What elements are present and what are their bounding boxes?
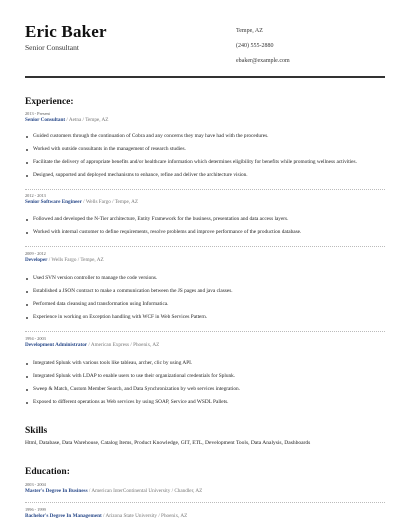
- job-entry: [25, 111, 390, 182]
- job-position: Developer: [25, 257, 48, 263]
- contact-email[interactable]: ebaker@example.com: [236, 58, 290, 64]
- education-school: / Arizona State University / Phoenix, AZ: [101, 513, 188, 519]
- job-entry: [25, 193, 390, 239]
- job-role: [25, 342, 390, 351]
- job-entry: [25, 336, 390, 409]
- job-dates: 2009 - 2012: [25, 251, 46, 256]
- education-degree-line: [25, 488, 202, 497]
- job-bullets: [25, 213, 390, 239]
- job-role: [25, 199, 390, 208]
- education-degree-line: [25, 513, 187, 522]
- job-org: / Wells Fargo / Tempe, AZ: [81, 199, 139, 205]
- education-divider: [25, 502, 385, 503]
- job-org: / Wells Fargo / Tempe, AZ: [47, 257, 104, 263]
- list-item: Guided customers through the continuation of Cobra and any concerns they may have had with the procedures.: [25, 130, 390, 143]
- list-item: Designed, supported and deployed mechanisms to enhance, refine and deliver the architecture vision.: [25, 169, 390, 182]
- skills-list: Html, Database, Data Warehouse, Catalog Items, Product Knowledge, GIT, ETL, Development Tools, Data Analysis, Dashboards: [25, 440, 311, 446]
- education-entry: [25, 507, 187, 522]
- job-divider: [25, 331, 385, 332]
- education-degree: Master's Degree In Business: [25, 488, 88, 494]
- header-divider: [25, 76, 385, 78]
- list-item: Exposed to different operations as Web services by using SOAP, Service and WSDL Pallets.: [25, 396, 390, 409]
- job-org: / Aetna / Tempe, AZ: [65, 117, 109, 123]
- list-item: Performed data cleansing and transformation using Informatica.: [25, 298, 390, 311]
- job-bullets: [25, 130, 390, 182]
- list-item: Used SVN version controller to manage the code versions.: [25, 272, 390, 285]
- education-entry: [25, 482, 202, 497]
- education-heading: Education:: [25, 467, 70, 477]
- job-position: Senior Consultant: [25, 117, 66, 123]
- list-item: Facilitate the delivery of appropriate benefits and/or healthcare information which determines eligibility for benefits while promoting wellness activities.: [25, 156, 390, 169]
- job-role: [25, 117, 390, 126]
- job-dates: 1994 - 2003: [25, 336, 46, 341]
- job-dates: 2012 - 2013: [25, 193, 46, 198]
- job-org: / American Express / Phoenix, AZ: [87, 342, 160, 348]
- job-bullets: [25, 272, 390, 324]
- job-role: [25, 257, 390, 266]
- experience-heading: Experience:: [25, 97, 74, 107]
- job-divider: [25, 246, 385, 247]
- candidate-name: Eric Baker: [25, 22, 107, 41]
- contact-phone: (240) 555-2880: [236, 43, 274, 49]
- job-entry: [25, 251, 390, 324]
- list-item: Followed and developed the N-Tier architecture, Entity Framework for the business, presentation and data access layers.: [25, 213, 390, 226]
- list-item: Worked with internal customer to define requirements, resolve problems and improve performance of the production database.: [25, 226, 390, 239]
- list-item: Sweep & Match, Custom Member Search, and Data Synchronization by web services integration.: [25, 383, 390, 396]
- candidate-title: Senior Consultant: [25, 43, 79, 52]
- list-item: Worked with outside consultants in the management of research studies.: [25, 143, 390, 156]
- job-dates: 2013 - Present: [25, 111, 50, 116]
- list-item: Integrated Splunk with LDAP to enable users to use their organizational credentials for Splunk.: [25, 370, 390, 383]
- education-school: / American InterContinental University / Chandler, AZ: [87, 488, 203, 494]
- education-degree: Bachelor's Degree In Management: [25, 513, 102, 519]
- job-divider: [25, 189, 385, 190]
- contact-location: Tempe, AZ: [236, 28, 263, 34]
- list-item: Experience in working on Exception handling with WCF in Web Services Pattern.: [25, 311, 390, 324]
- job-position: Development Administrator: [25, 342, 88, 348]
- list-item: Integrated Splunk with various tools like tableau, archer, clic by using API.: [25, 357, 390, 370]
- job-position: Senior Software Engineer: [25, 199, 82, 205]
- education-dates: 2003 - 2004: [25, 482, 46, 487]
- skills-heading: Skills: [25, 426, 48, 436]
- contact-block: [236, 28, 290, 73]
- education-dates: 1996 - 1999: [25, 507, 46, 512]
- list-item: Established a JSON contract to make a communication between the JS pages and java classes.: [25, 285, 390, 298]
- job-bullets: [25, 357, 390, 409]
